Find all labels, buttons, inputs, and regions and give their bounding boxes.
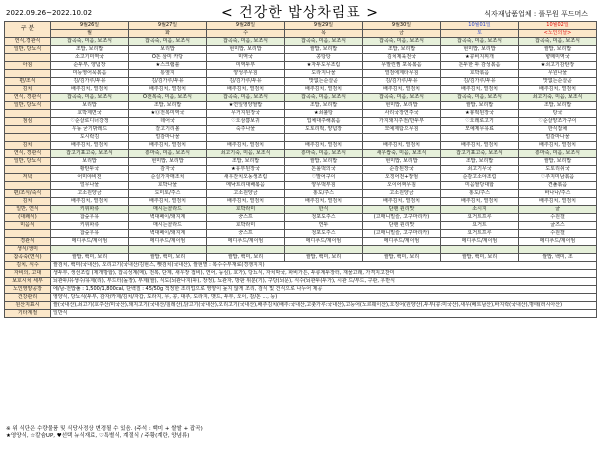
meal-cell: 보리밥 xyxy=(51,158,129,166)
meal-cell: 순감된장국 xyxy=(363,166,441,174)
meal-cell: 호박나물 xyxy=(129,182,207,190)
meal-cell: 미음쌀당대합 xyxy=(441,182,519,190)
meal-cell: 요거트 xyxy=(441,222,519,230)
meal-row xyxy=(5,254,597,262)
meal-cell: 한식 xyxy=(285,206,363,214)
meal-cell: 도미토/주스 xyxy=(129,190,207,198)
note-label: 기타계절 xyxy=(5,310,51,318)
meal-cell: 김/김가루/두유 xyxy=(363,78,441,86)
note-row xyxy=(5,294,597,302)
meal-row xyxy=(5,246,597,254)
meal-cell: 보리밥 xyxy=(129,46,207,54)
meal-cell: 굴 xyxy=(519,206,597,214)
meal-cell: 홍도/주스 xyxy=(285,190,363,198)
meal-cell: ★스크램블 xyxy=(129,62,207,70)
meal-cell: 조밥, 보리밥 xyxy=(207,158,285,166)
meal-cell: 흥마죽, 미음, 보조식 xyxy=(285,150,363,158)
meal-cell: ♡오레로고기 xyxy=(441,118,519,126)
meal-cell: 꿍스프 xyxy=(207,230,285,238)
meal-cell: 도토리떡, 양념장 xyxy=(285,126,363,134)
dow-row xyxy=(5,30,597,38)
meal-cell: 고소원양금 xyxy=(363,190,441,198)
meal-cell: 무원나물 xyxy=(519,70,597,78)
row-label: 일반, 당뇨식 xyxy=(5,46,51,54)
meal-row xyxy=(5,214,597,222)
meal-row xyxy=(5,118,597,126)
meal-cell: 배추김치, 열검치 xyxy=(285,142,363,150)
meal-cell: 메디푸드/계이엄 xyxy=(51,238,129,246)
note-text: 뇌관두/유생수/유제(리), 부드터(돌장), 부제(쌀), 식도(뇌관나지(두), 장정), 뇨관자, 방판 위분(기), 구당(뇌문), 식수(뇌관두(두가), 시관 드/부드, 구관, 우반식 xyxy=(51,278,597,286)
meal-cell: 보리밥 xyxy=(51,102,129,110)
meal-cell: 쌀밥, 보리밥 xyxy=(441,102,519,110)
day-date: 10월02일 xyxy=(519,22,597,30)
meal-cell: 조밥, 보리밥 xyxy=(129,102,207,110)
meal-cell: 굴즈스 xyxy=(519,222,597,230)
meal-cell: 돈두한 두 감성볶음 xyxy=(441,62,519,70)
row-label: 아침 xyxy=(5,62,51,70)
meal-cell: ★자두도무조림 xyxy=(285,62,363,70)
meal-cell: 양무떡부침 xyxy=(285,182,363,190)
meal-cell: (고매니밀슬, 고구마리카) xyxy=(363,214,441,222)
meal-cell: 배추김치, 열검치 xyxy=(285,86,363,94)
meal-row xyxy=(5,206,597,214)
meal-cell xyxy=(129,246,207,254)
division-label: 구 분 xyxy=(5,22,51,38)
meal-row xyxy=(5,102,597,110)
row-label: (대쾌식) xyxy=(5,214,51,222)
date-row xyxy=(5,22,597,30)
meal-cell: 청포도주스 xyxy=(285,230,363,238)
row-label: 일반, 연식 xyxy=(5,206,51,214)
meal-cell: 단팬 윈리맛 xyxy=(363,206,441,214)
footer-line-1: ※ 위 식단은 수량물품 및 식당사정상 변경될 수 있음. (주석 : 백미 + 쌀쌀 + 잡곡) xyxy=(6,426,203,432)
meal-cell: 쇠고기죽, 미음, 보조식 xyxy=(207,150,285,158)
meal-cell: 새우쌈죽, 미음, 보조식 xyxy=(363,150,441,158)
meal-cell: 탕국 xyxy=(519,110,597,118)
meal-row xyxy=(5,222,597,230)
day-of-week: 화 xyxy=(129,30,207,38)
meal-cell: 찹숲우유 xyxy=(51,214,129,222)
row-label: 저녁 xyxy=(5,174,51,182)
meal-row xyxy=(5,70,597,78)
meal-cell: (고매니밀슬, 고구마리카) xyxy=(363,230,441,238)
meal-cell: ★유부된장국 xyxy=(207,166,285,174)
meal-cell xyxy=(51,246,129,254)
meal-cell: 요거트프루 xyxy=(441,214,519,222)
meal-cell: 배추김치, 열검치 xyxy=(51,142,129,150)
footer-notes xyxy=(6,426,596,441)
meal-cell: 수원갤 xyxy=(519,230,597,238)
meal-cell: ★연잎영양쌀밥 xyxy=(207,102,285,110)
meal-cell: 연두 xyxy=(285,222,363,230)
meal-cell: 잡곡죽, 미음, 보조식 xyxy=(285,38,363,46)
meal-cell: 배추김치, 열검치 xyxy=(363,142,441,150)
meal-cell: 배추김치, 열검치 xyxy=(207,86,285,94)
meal-cell: 열검에계타무침 xyxy=(363,70,441,78)
meal-cell: 메디푸드/계이엄 xyxy=(129,238,207,246)
note-row xyxy=(5,286,597,294)
row-label: 연식, 경관식 xyxy=(5,150,51,158)
meal-cell: 쇠고기무국 xyxy=(441,166,519,174)
meal-cell: 숙주나물 xyxy=(207,126,285,134)
meal-cell: 배추김치, 열검치 xyxy=(207,198,285,206)
meal-cell: 쌀밥, 백미, 보리 xyxy=(129,254,207,262)
meal-cell: 잡곡죽, 미음, 보조식 xyxy=(441,38,519,46)
meal-cell: 벽대페이/돼지계 xyxy=(129,214,207,222)
row-label: 김치 xyxy=(5,142,51,150)
meal-cell: 매시는콜라드 xyxy=(129,206,207,214)
day-of-week: <노인의날> xyxy=(519,30,597,38)
note-label: 원산지표시 xyxy=(5,302,51,310)
meal-cell: 벽대페이/돼지계 xyxy=(129,230,207,238)
meal-cell xyxy=(285,134,363,142)
meal-cell: 현미밥, 보리밥 xyxy=(207,46,285,54)
meal-row xyxy=(5,198,597,206)
meal-cell: 김/김가루/두유 xyxy=(441,78,519,86)
meal-cell: 조밥, 보리밥 xyxy=(51,46,129,54)
meal-row xyxy=(5,238,597,246)
meal-cell: 잡곡죽, 미음, 보조식 xyxy=(207,38,285,46)
meal-cell: 바나나/주스 xyxy=(519,190,597,198)
meal-cell: 잡곡죽, 미음, 보조식 xyxy=(51,38,129,46)
meal-cell: 잡고기표고죽, 보조식 xyxy=(441,150,519,158)
day-date: 9월29일 xyxy=(285,22,363,30)
row-label xyxy=(5,166,51,174)
row-label: 미음식 xyxy=(5,222,51,230)
meal-row xyxy=(5,134,597,142)
meal-cell: 김/김가루/두유 xyxy=(51,78,129,86)
day-of-week: 수 xyxy=(207,30,285,38)
meal-cell: 배추김치, 열검치 xyxy=(51,198,129,206)
note-text: 쌀(국내산),쇠고기(호주산/미국산),돼지고기(국내산/칠레산),닭고기(국내산),오리고기(국내산),배추김치(배추:국내산,고춧가루:국내산),고등어(노르웨이산),오징어(원양산),두부(콩:미국산),새우(베트남산),바지락(국내산),명태(러시아산) xyxy=(51,302,597,310)
meal-cell: 조밥, 보리밥 xyxy=(285,102,363,110)
row-label: 경관식 xyxy=(5,238,51,246)
row-label: 편/조식/죽식 xyxy=(5,190,51,198)
meal-row xyxy=(5,78,597,86)
note-label: 김치, 식수 xyxy=(5,262,51,270)
meal-cell: 잡고기표고죽, 보조식 xyxy=(51,150,129,158)
row-label xyxy=(5,54,51,62)
meal-cell: 무거지된장국 xyxy=(207,110,285,118)
meal-cell: 콩탕탕 xyxy=(285,54,363,62)
meal-cell: 업체대주해볶음 xyxy=(285,118,363,126)
meal-cell: 배추김치, 열검치 xyxy=(441,142,519,150)
meal-cell: 미등영어묵볶음 xyxy=(51,70,129,78)
meal-cell: 맛없는순살곧 xyxy=(519,78,597,86)
meal-cell: 도라지나물 xyxy=(285,70,363,78)
row-label xyxy=(5,230,51,238)
meal-cell xyxy=(363,134,441,142)
meal-row xyxy=(5,230,597,238)
note-row xyxy=(5,310,597,318)
meal-cell: 요거트프루 xyxy=(441,230,519,238)
meal-cell: 도토리쉬국 xyxy=(519,166,597,174)
meal-cell: ★쇠불탕 xyxy=(285,110,363,118)
meal-cell: 얼갈마나물 xyxy=(519,134,597,142)
meal-cell: 쌀밥, 백미, 보리 xyxy=(363,254,441,262)
meal-cell: 잡곡죽, 미음, 보조식 xyxy=(441,94,519,102)
note-label: 노인영양공장 xyxy=(5,286,51,294)
meal-cell: 배추김치, 열검치 xyxy=(441,86,519,94)
meal-cell: 얼감마나물 xyxy=(129,134,207,142)
note-row xyxy=(5,278,597,286)
meal-row xyxy=(5,54,597,62)
meal-cell: 배추김치, 열검치 xyxy=(207,142,285,150)
meal-cell: 꿍스프 xyxy=(207,214,285,222)
meal-cell: 감자국 xyxy=(129,166,207,174)
day-date: 9월30일 xyxy=(363,22,441,30)
row-label: 일반, 당뇨식 xyxy=(5,158,51,166)
meal-cell: 배추김치, 열검치 xyxy=(129,86,207,94)
meal-cell: 잡곡죽, 미음, 보조식 xyxy=(129,38,207,46)
row-label: 일반, 당뇨식 xyxy=(5,102,51,110)
note-text: 영양식, 당뇨식(두부, 감자/카제/김치/자갑, 도라지, 무, 콩, 대추, 도라지, 맷드, 두부, 오이, 감/돈 ..., 등) xyxy=(51,294,597,302)
meal-row xyxy=(5,182,597,190)
meal-cell: 양성추무침 xyxy=(207,70,285,78)
meal-cell: 현미밥, 보리밥 xyxy=(441,46,519,54)
day-of-week: 목 xyxy=(285,30,363,38)
meal-cell: 키위파류 xyxy=(51,222,129,230)
meal-cell: 쇠고기죽, 미음, 보조식 xyxy=(519,94,597,102)
meal-cell: 홍도/주스 xyxy=(441,190,519,198)
meal-cell: ♡추지미남볶음 xyxy=(519,174,597,182)
meal-cell: 돈롤떡의국 xyxy=(285,166,363,174)
meal-row xyxy=(5,46,597,54)
meal-cell: 새우잔치오동생조림 xyxy=(207,174,285,182)
meal-cell: 매시는콜라드 xyxy=(129,222,207,230)
meal-cell: ♡오삼쁨보귀 xyxy=(207,118,285,126)
meal-cell: ★콩비지찌개 xyxy=(441,54,519,62)
meal-cell: 소고기미역국 xyxy=(51,54,129,62)
meal-cell: 가지돼지주전/만두부 xyxy=(363,118,441,126)
note-label: 보호시치 세부 xyxy=(5,278,51,286)
meal-cell xyxy=(363,246,441,254)
meal-cell: 한식잡채 xyxy=(519,126,597,134)
meal-cell: 쌀밥, 백미, 보리 xyxy=(207,254,285,262)
meal-cell: 찹숲우유 xyxy=(51,230,129,238)
meal-cell xyxy=(285,246,363,254)
meal-cell: 조밥, 보리밥 xyxy=(519,102,597,110)
meal-cell: 향떼미역국 xyxy=(519,54,597,62)
meal-cell: 현미밥, 보리밥 xyxy=(363,158,441,166)
meal-cell: 잡곡죽, 미음, 보조식 xyxy=(519,38,597,46)
meal-cell: 메디푸드/계이엄 xyxy=(207,238,285,246)
meal-row xyxy=(5,62,597,70)
note-text: 에/남-전밥풀 : 1,500/1,800cal, 단백질 : 45/50g 적정한 조리업으로 영양이 높지 않게 조리, 검식 및 건식으로 나누어 제공 xyxy=(51,286,597,294)
meal-cell: 오징어전+장엄 xyxy=(363,174,441,182)
meal-cell: 순실가자매조치 xyxy=(129,174,207,182)
meal-cell: 통옆지 xyxy=(129,70,207,78)
meal-cell: 순감고소야조림 xyxy=(441,174,519,182)
meal-cell: 현미밥, 보리밥 xyxy=(363,102,441,110)
meal-cell: 고소원양금 xyxy=(51,190,129,198)
meal-cell: ♡순살로디너강정 xyxy=(51,118,129,126)
meal-cell: 순두부, 양념장 xyxy=(51,62,129,70)
row-label xyxy=(5,110,51,118)
meal-cell: 김/김가루/두유 xyxy=(129,78,207,86)
meal-row xyxy=(5,142,597,150)
meal-cell: 잡곡죽, 미음, 보조식 xyxy=(51,94,129,102)
vendor-info: 식자재납품업체 : 풀무원 푸드머스 xyxy=(484,10,588,18)
meal-cell: 흥마죽, 미음, 보조식 xyxy=(129,150,207,158)
meal-cell: 조밥, 보리밥 xyxy=(363,46,441,54)
day-date: 9월28일 xyxy=(207,22,285,30)
meal-cell: 호박제면국 xyxy=(51,110,129,118)
note-text: 일반식 xyxy=(51,310,597,318)
row-label: 연식, 경관식 xyxy=(5,94,51,102)
meal-row xyxy=(5,86,597,94)
note-label: 건강관리 xyxy=(5,294,51,302)
meal-cell: 미역두부 xyxy=(207,62,285,70)
meal-cell: ★Ⓞ전복미역국 xyxy=(129,110,207,118)
row-label: 연식,경관식 xyxy=(5,38,51,46)
meal-cell: 사리국장연주국 xyxy=(363,110,441,118)
meal-cell: 무말린찜 포목볶음 xyxy=(363,62,441,70)
row-label xyxy=(5,182,51,190)
meal-cell: 쌀밥, 백미, 보리 xyxy=(441,254,519,262)
day-date: 10월01일 xyxy=(441,22,519,30)
meal-cell: 호박라미 xyxy=(207,222,285,230)
meal-cell: 메디푸드/계이엄 xyxy=(441,238,519,246)
meal-cell: 견풀볶음 xyxy=(519,182,597,190)
meal-cell: 키위파류 xyxy=(51,206,129,214)
day-of-week: 금 xyxy=(363,30,441,38)
meal-cell: 수원갤 xyxy=(519,214,597,222)
meal-cell: 쌀밥, 보리밥 xyxy=(285,158,363,166)
meal-row xyxy=(5,150,597,158)
page-header xyxy=(0,0,600,21)
row-label: 김치 xyxy=(5,198,51,206)
meal-cell: 잘고기리볼 xyxy=(129,126,207,134)
row-label: 생식/생미 xyxy=(5,246,51,254)
meal-cell: 배추김치, 열검치 xyxy=(519,86,597,94)
row-label xyxy=(5,70,51,78)
row-label: 김치 xyxy=(5,86,51,94)
meal-cell: 배추김치, 열검치 xyxy=(363,86,441,94)
meal-cell: 도시락김 xyxy=(51,134,129,142)
meal-row xyxy=(5,174,597,182)
meal-cell: 어미야비전 xyxy=(51,174,129,182)
meal-cell: 배추김치, 열검치 xyxy=(129,198,207,206)
meal-cell: 쌀밥, 보리밥 xyxy=(519,158,597,166)
meal-cell: 배추김치, 열검치 xyxy=(519,142,597,150)
meal-cell: 조밥, 보리밥 xyxy=(441,158,519,166)
meal-cell: 배추김치, 열검치 xyxy=(285,198,363,206)
meal-cell: ★쇠고기감탄장 xyxy=(519,62,597,70)
note-label: 자비의, 고대 xyxy=(5,270,51,278)
day-of-week: 월 xyxy=(51,30,129,38)
meal-cell: 잡곡죽, 미음, 보조식 xyxy=(207,94,285,102)
meal-cell: 호박볶음 xyxy=(441,70,519,78)
meal-row xyxy=(5,166,597,174)
meal-cell: 배추김치, 열검치 xyxy=(363,198,441,206)
meal-cell: ♡말어구이 xyxy=(285,174,363,182)
meal-cell: O전복죽, 미음, 보조식 xyxy=(129,94,207,102)
note-text: 생두부, 생선조림 (제개방합), 잡곡성계(메), 전복, 단계, 새우장 접비), 연어, 둥심), 호가), 당뇨식, 자치막국, 파비가튼, 두류계두장터, 재물고래, 가격지고찬미 xyxy=(51,270,597,278)
meal-cell: 메디푸드/계이엄 xyxy=(519,238,597,246)
day-date: 9월27일 xyxy=(129,22,207,30)
meal-cell: 잡곡죽, 미음, 보조식 xyxy=(285,94,363,102)
meal-row xyxy=(5,110,597,118)
meal-row xyxy=(5,38,597,46)
meal-cell: 맛없는순살곧 xyxy=(285,78,363,86)
meal-cell: 김치제육전국 xyxy=(363,54,441,62)
meal-cell: 고소원양금 xyxy=(207,190,285,198)
meal-cell: O돈 삼미 카당 xyxy=(129,54,207,62)
meal-cell: 현미밥, 보리밥 xyxy=(129,158,207,166)
meal-cell xyxy=(441,246,519,254)
day-of-week: 토 xyxy=(441,30,519,38)
row-label: 편/조식 xyxy=(5,78,51,86)
note-text: 쌀검치, 백미(국내산), 오리고기(국내산/김현스, 뺏검치(국내산), 쌀현별 : 복수수부재료(경쟁지지) xyxy=(51,262,597,270)
row-label xyxy=(5,126,51,134)
meal-cell xyxy=(441,134,519,142)
meal-cell: 배추김치, 열검치 xyxy=(51,86,129,94)
meal-row xyxy=(5,190,597,198)
meal-cell: 메디푸드/계이엄 xyxy=(363,238,441,246)
meal-cell: 김/김가루/두유 xyxy=(207,78,285,86)
meal-cell: 잡곡죽, 미음, 보조식 xyxy=(363,94,441,102)
meal-row xyxy=(5,94,597,102)
row-label: 참곡죽(연식) xyxy=(5,254,51,262)
meal-cell: 미역국 xyxy=(207,54,285,62)
meal-cell: 메낙트리대배볶음 xyxy=(207,182,285,190)
meal-cell: 얼무나물 xyxy=(51,182,129,190)
note-row xyxy=(5,262,597,270)
meal-cell: 소시지 xyxy=(441,206,519,214)
meal-cell: 쌀밥, 백미, 보리 xyxy=(285,254,363,262)
day-date: 9월26일 xyxy=(51,22,129,30)
meal-row xyxy=(5,158,597,166)
meal-cell xyxy=(519,246,597,254)
meal-cell: 쌀밥, 보리밥 xyxy=(285,46,363,54)
meal-cell: 배추김치, 열검치 xyxy=(441,198,519,206)
row-label: 점심 xyxy=(5,118,51,126)
note-row xyxy=(5,270,597,278)
meal-cell: 배추김치, 열검치 xyxy=(129,142,207,150)
footer-line-2: ★영양식, ☆칼슘UP, ♥선택 뉴식재료, ♡특별식, 계절식 / 주황(계란, 양념류) xyxy=(6,433,190,440)
meal-cell: 모예제무유료 xyxy=(441,126,519,134)
meal-cell: 호박라미 xyxy=(207,206,285,214)
meal-cell: 모예제탐으무침 xyxy=(363,126,441,134)
meal-cell: 쌀밥, 백미, 보리 xyxy=(51,254,129,262)
meal-cell: 단팬 윈리맛 xyxy=(363,222,441,230)
meal-cell: 청포도주스 xyxy=(285,214,363,222)
menu-period: 2022.09.26~2022.10.02 xyxy=(6,9,93,17)
meal-cell: 쌀밥, 보리밥 xyxy=(519,46,597,54)
meal-cell xyxy=(207,246,285,254)
meal-cell: 우동 굳기밖레드 xyxy=(51,126,129,134)
meal-cell: 메디푸드/계이엄 xyxy=(285,238,363,246)
meal-cell: 오이어쩌무침 xyxy=(363,182,441,190)
meal-row xyxy=(5,126,597,134)
row-label xyxy=(5,134,51,142)
meal-cell xyxy=(207,134,285,142)
meal-cell: ★봉떡된장국 xyxy=(441,110,519,118)
meal-schedule-table xyxy=(4,21,597,318)
meal-cell: 배추김치, 열검치 xyxy=(519,198,597,206)
meal-cell: 흥마죽, 미음, 보조식 xyxy=(519,150,597,158)
meal-cell: 쌀밥, 백미, 조 xyxy=(519,254,597,262)
meal-cell: 데어국 xyxy=(129,118,207,126)
meal-cell: 잡곡죽, 미음, 보조식 xyxy=(363,38,441,46)
note-row xyxy=(5,302,597,310)
page-title: < 건강한 밥상차림표 > xyxy=(220,5,379,21)
meal-cell: ♡순살양조가구이 xyxy=(519,118,597,126)
meal-cell: 황탄두국 xyxy=(51,166,129,174)
